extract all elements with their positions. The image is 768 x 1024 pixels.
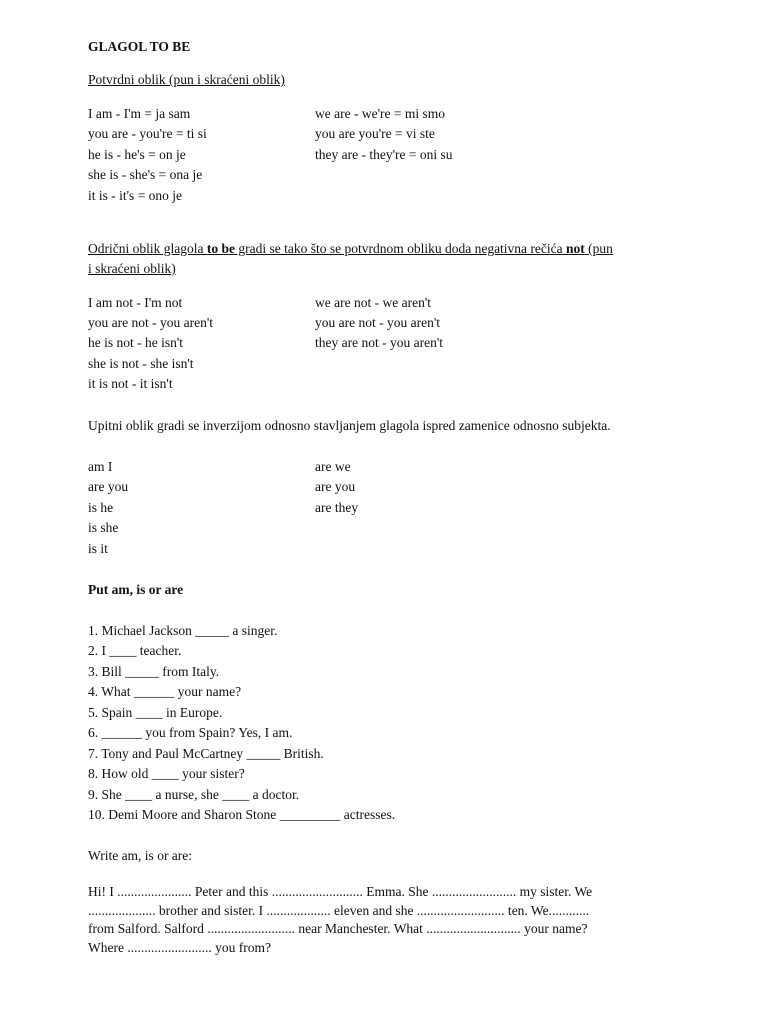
negative-singular-3: he is not - he isn't [88,335,184,350]
negative-heading-bold-1: to be [206,241,235,256]
exercise1-item-1: 1. Michael Jackson _____ a singer. [88,623,278,638]
exercise2-line-1: Hi! I ...................... Peter and this ........................... Emma. She ......................... my sister. We [88,884,593,899]
negative-singular-1: I am not - I'm not [88,295,183,310]
question-heading: Upitni oblik gradi se inverzijom odnosno stavljanjem glagola ispred zamenice odnosno subjekta. [88,418,611,433]
affirmative-plural-1: we are - we're = mi smo [315,106,445,121]
exercise1-item-6: 6. ______ you from Spain? Yes, I am. [88,725,293,740]
negative-singular-5: it is not - it isn't [88,376,173,391]
exercise1-heading: Put am, is or are [88,582,184,597]
exercise2-heading: Write am, is or are: [88,848,193,863]
exercise1-item-10: 10. Demi Moore and Sharon Stone _________ actresses. [88,807,396,822]
question-singular-3: is he [88,500,114,515]
affirmative-singular-4: she is - she's = ona je [88,167,203,182]
negative-heading-text-2: gradi se tako što se potvrdnom obliku doda negativna rečića [234,241,567,256]
affirmative-singular-5: it is - it's = ono je [88,188,183,203]
negative-heading-bold-2: not [566,241,585,256]
affirmative-heading: Potvrdni oblik (pun i skraćeni oblik) [88,72,285,87]
question-plural-2: are you [315,479,356,494]
affirmative-singular-1: I am - I'm = ja sam [88,106,191,121]
negative-heading-line-2: i skraćeni oblik) [88,261,176,276]
exercise1-item-8: 8. How old ____ your sister? [88,766,245,781]
affirmative-singular-3: he is - he's = on je [88,147,186,162]
question-plural-1: are we [315,459,351,474]
negative-plural-3: they are not - you aren't [315,335,444,350]
negative-singular-2: you are not - you aren't [88,315,214,330]
page-title: GLAGOL TO BE [88,39,191,54]
exercise1-item-7: 7. Tony and Paul McCartney _____ British. [88,746,324,761]
question-plural-3: are they [315,500,359,515]
exercise2-line-2: .................... brother and sister. I ................... eleven and she .......................... ten. We............ [88,903,590,918]
negative-heading [88,240,613,258]
exercise1-item-3: 3. Bill _____ from Italy. [88,664,220,679]
negative-plural-2: you are not - you aren't [315,315,441,330]
negative-heading-text-3: (pun [584,241,613,256]
exercise1-item-5: 5. Spain ____ in Europe. [88,705,223,720]
negative-heading-text-1: Odrični oblik glagola [88,241,207,256]
affirmative-plural-3: they are - they're = oni su [315,147,453,162]
exercise1-item-2: 2. I ____ teacher. [88,643,182,658]
question-singular-2: are you [88,479,129,494]
question-singular-5: is it [88,541,108,556]
document-page [88,0,688,1024]
exercise2-line-3: from Salford. Salford .......................... near Manchester. What ............................ your name? [88,921,588,936]
negative-plural-1: we are not - we aren't [315,295,431,310]
exercise2-line-4: Where ......................... you from? [88,940,271,955]
question-singular-4: is she [88,520,119,535]
negative-singular-4: she is not - she isn't [88,356,194,371]
affirmative-singular-2: you are - you're = ti si [88,126,207,141]
question-singular-1: am I [88,459,113,474]
affirmative-plural-2: you are you're = vi ste [315,126,435,141]
exercise1-item-4: 4. What ______ your name? [88,684,242,699]
exercise1-item-9: 9. She ____ a nurse, she ____ a doctor. [88,787,300,802]
